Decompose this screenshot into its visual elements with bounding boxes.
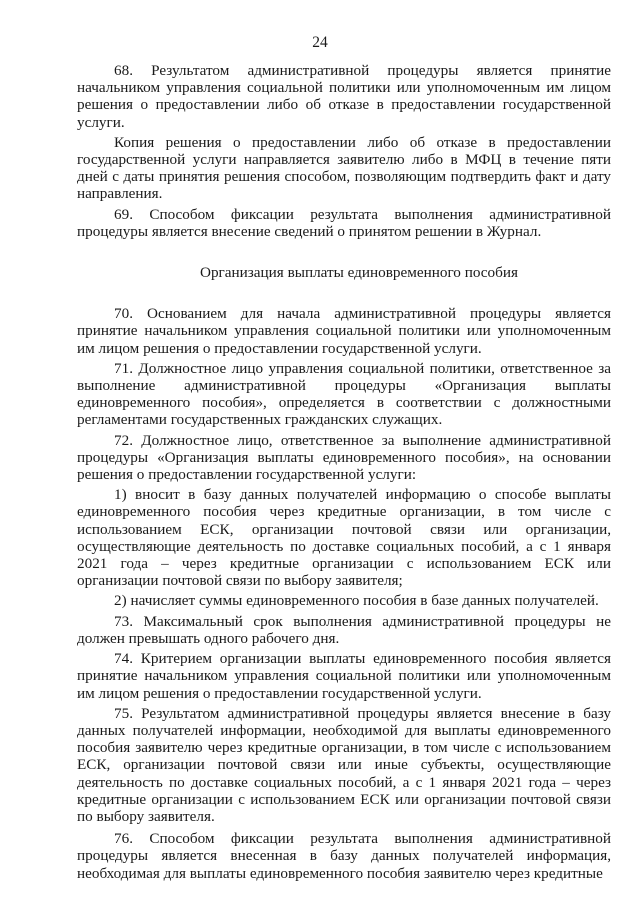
paragraph-72-item-2: 2) начисляет суммы единовременного пособия в базе данных получателей. <box>114 592 599 610</box>
paragraph-73: 73. Максимальный срок выполнения административной процедуры не должен превышать одного рабочего дня. <box>77 612 611 647</box>
paragraph-71: 71. Должностное лицо управления социальной политики, ответственное за выполнение административной процедуры «Организация выплаты единовременного пособия», определяется в соответствии с должностными регламентами государственных гражданских служащих. <box>77 359 611 429</box>
paragraph-68-copy: Копия решения о предоставлении либо об отказе в предоставлении государственной услуги направляется заявителю либо в МФЦ в течение пяти дней с даты принятия решения способом, позволяющим подтвердить факт и дату направления. <box>77 133 611 203</box>
paragraph-74: 74. Критерием организации выплаты единовременного пособия является принятие начальником управления социальной политики или уполномоченным им лицом решения о предоставлении государственной услуги. <box>77 650 611 702</box>
paragraph-68: 68. Результатом административной процедуры является принятие начальником управления социальной политики или уполномоченным им лицом решения о предоставлении либо об отказе в предоставлении государственной услуги. <box>77 62 611 131</box>
paragraph-76: 76. Способом фиксации результата выполнения административной процедуры является внесенная в базу данных получателей информация, необходимая для выплаты единовременного пособия заявителю через кредитные <box>77 830 611 882</box>
paragraph-75: 75. Результатом административной процедуры является внесение в базу данных получателей информации, необходимой для выплаты единовременного пособия заявителю через кредитные организации, в том числе с использованием ЕСК, организации почтовой связи или иные субъекты, осуществляющие деятельность по доставке социальных пособий, а с 1 января 2021 года – через кредитные организации с использованием ЕСК или организации почтовой связи по выбору заявителя. <box>77 704 611 825</box>
paragraph-70: 70. Основанием для начала административной процедуры является принятие начальником управления социальной политики или уполномоченным им лицом решения о предоставлении государственной услуги. <box>77 305 611 357</box>
section-heading: Организация выплаты единовременного пособия <box>200 264 518 282</box>
document-body <box>77 62 611 882</box>
paragraph-69: 69. Способом фиксации результата выполнения административной процедуры является внесение сведений о принятом решении в Журнал. <box>77 205 611 240</box>
paragraph-72: 72. Должностное лицо, ответственное за выполнение административной процедуры «Организация выплаты единовременного пособия», на основании решения о предоставлении государственной услуги: <box>77 431 611 484</box>
page-number: 24 <box>312 34 328 51</box>
paragraph-72-item-1: 1) вносит в базу данных получателей информацию о способе выплаты единовременного пособия через кредитные организации, в том числе с использованием ЕСК, организации почтовой связи или организации, осуществляющие деятельность по доставке социальных пособий, а с 1 января 2021 года – через кредитные организации с использованием ЕСК или организации почтовой связи по выбору заявителя; <box>77 486 611 590</box>
